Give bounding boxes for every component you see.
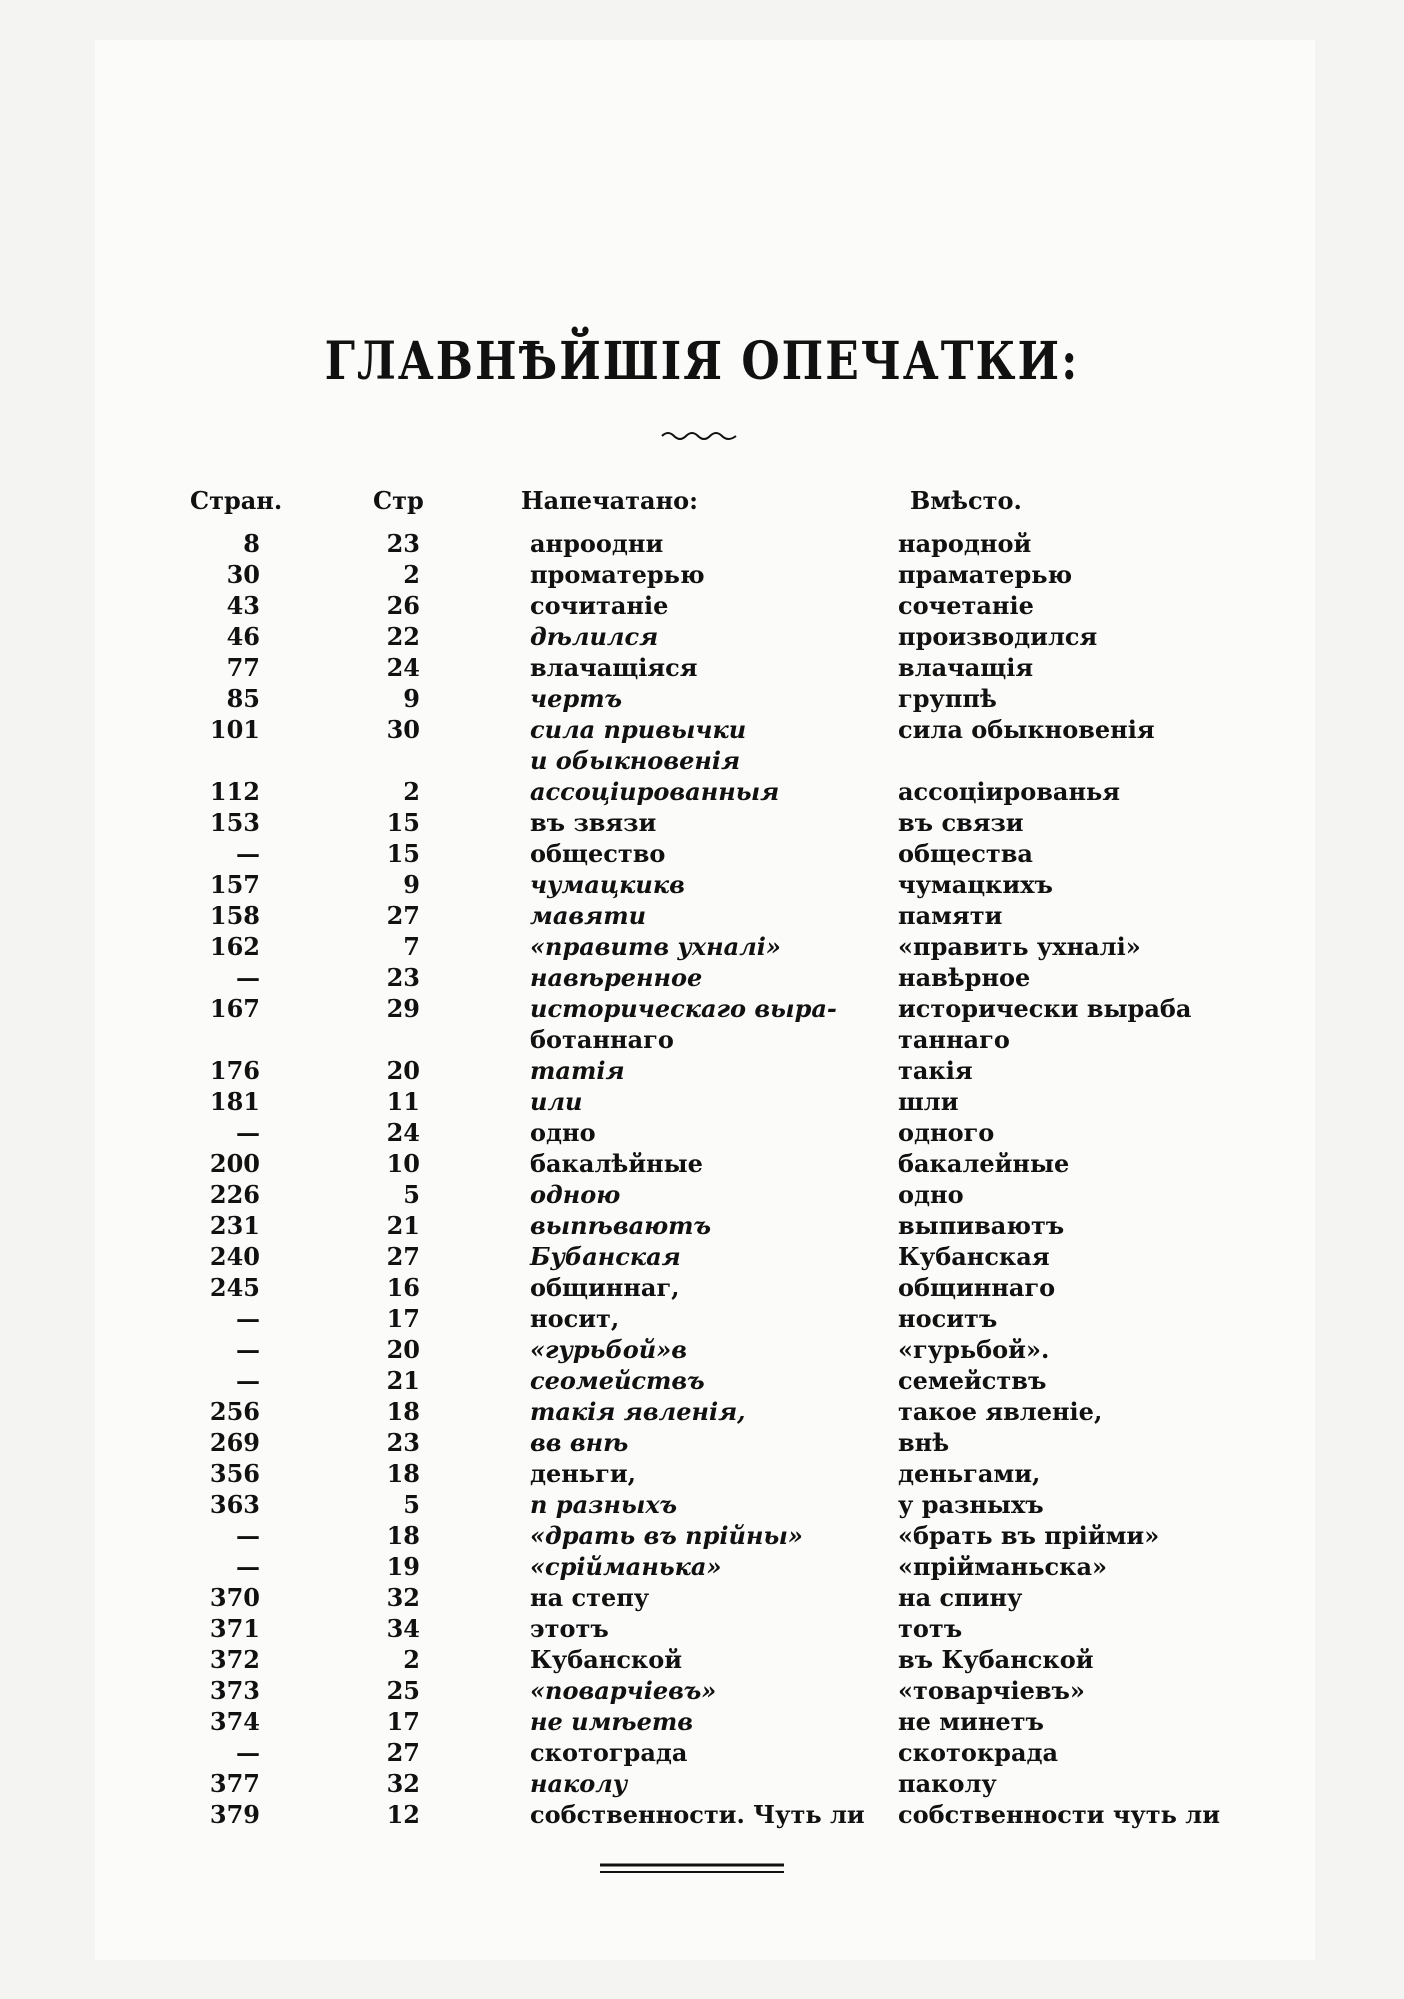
page-title: ГЛАВНѢЙШІЯ ОПЕЧАТКИ:: [324, 330, 1080, 393]
row-correct-text: у разныхъ: [898, 1490, 1044, 1519]
row-printed-text: скотограда: [530, 1738, 688, 1767]
row-correct-text: производился: [898, 622, 1098, 651]
row-page-number: 356: [209, 1459, 260, 1488]
title-ornament: [660, 428, 740, 442]
row-line-number: 25: [386, 1676, 420, 1705]
row-correct-text: исторически выраба: [898, 994, 1192, 1023]
row-printed-text: или: [530, 1087, 583, 1116]
row-printed-text: на степу: [530, 1583, 650, 1612]
row-correct-text: одного: [898, 1118, 995, 1147]
row-line-number: 9: [403, 684, 420, 713]
table-row: [0, 745, 1404, 776]
row-printed-text: влачащіяся: [530, 653, 698, 682]
table-row: [0, 1427, 1404, 1458]
row-line-number: 15: [386, 808, 420, 837]
row-page-number: 374: [209, 1707, 260, 1736]
table-row: [0, 1086, 1404, 1117]
row-printed-text: деньги,: [530, 1459, 636, 1488]
table-row: [0, 590, 1404, 621]
row-correct-text: памяти: [898, 901, 1003, 930]
row-page-number: 77: [226, 653, 260, 682]
row-correct-text: таннаго: [898, 1025, 1010, 1054]
row-printed-text: наколу: [530, 1769, 628, 1798]
table-row: [0, 1117, 1404, 1148]
row-line-number: 34: [386, 1614, 420, 1643]
table-row: [0, 1148, 1404, 1179]
row-correct-text: не минетъ: [898, 1707, 1044, 1736]
row-correct-text: одно: [898, 1180, 964, 1209]
row-line-number: 9: [403, 870, 420, 899]
table-row: [0, 1055, 1404, 1086]
table-row: [0, 1458, 1404, 1489]
header-page: Стран.: [190, 486, 283, 515]
table-row: [0, 1644, 1404, 1675]
row-page-number: 30: [226, 560, 260, 589]
table-row: [0, 1613, 1404, 1644]
row-correct-text: деньгами,: [898, 1459, 1041, 1488]
row-correct-text: «прійманьска»: [898, 1552, 1108, 1581]
row-page-number: 167: [209, 994, 260, 1023]
row-page-number: —: [236, 1335, 260, 1364]
row-page-number: 371: [209, 1614, 260, 1643]
row-page-number: 373: [209, 1676, 260, 1705]
row-correct-text: семействъ: [898, 1366, 1047, 1395]
row-printed-text: мавяти: [530, 901, 647, 930]
table-row: [0, 1706, 1404, 1737]
row-page-number: —: [236, 1304, 260, 1333]
row-printed-text: и обыкновенія: [530, 746, 741, 775]
table-row: [0, 559, 1404, 590]
row-correct-text: ассоціированья: [898, 777, 1121, 806]
row-line-number: 21: [386, 1366, 420, 1395]
row-line-number: 11: [386, 1087, 420, 1116]
row-line-number: 16: [386, 1273, 420, 1302]
row-page-number: 370: [209, 1583, 260, 1612]
row-page-number: 85: [226, 684, 260, 713]
row-printed-text: бакалѣйные: [530, 1149, 703, 1178]
row-page-number: 176: [209, 1056, 260, 1085]
row-correct-text: внѣ: [898, 1428, 950, 1457]
row-correct-text: общества: [898, 839, 1033, 868]
row-page-number: 256: [209, 1397, 260, 1426]
row-page-number: 200: [209, 1149, 260, 1178]
table-row: [0, 962, 1404, 993]
row-printed-text: дѣлился: [530, 622, 659, 651]
row-correct-text: на спину: [898, 1583, 1023, 1612]
row-line-number: 17: [386, 1707, 420, 1736]
table-row: [0, 1582, 1404, 1613]
row-correct-text: чумацкихъ: [898, 870, 1053, 899]
row-printed-text: сила привычки: [530, 715, 747, 744]
table-row: [0, 1210, 1404, 1241]
row-printed-text: «драть въ прійны»: [530, 1521, 803, 1550]
row-printed-text: «гурьбой»в: [530, 1335, 688, 1364]
row-correct-text: собственности чуть ли: [898, 1800, 1221, 1829]
row-line-number: 12: [386, 1800, 420, 1829]
table-row: [0, 1241, 1404, 1272]
table-row: [0, 1489, 1404, 1520]
row-line-number: 24: [386, 653, 420, 682]
row-printed-text: общество: [530, 839, 666, 868]
row-correct-text: влачащія: [898, 653, 1034, 682]
row-printed-text: такія явленія,: [530, 1397, 746, 1426]
table-row: [0, 1024, 1404, 1055]
table-row: [0, 621, 1404, 652]
row-page-number: 372: [209, 1645, 260, 1674]
table-row: [0, 683, 1404, 714]
row-correct-text: «гурьбой».: [898, 1335, 1050, 1364]
row-page-number: 245: [209, 1273, 260, 1302]
row-printed-text: общиннаг,: [530, 1273, 680, 1302]
row-printed-text: чертъ: [530, 684, 623, 713]
row-page-number: —: [236, 1552, 260, 1581]
row-page-number: —: [236, 1366, 260, 1395]
row-line-number: 27: [386, 901, 420, 930]
row-line-number: 7: [403, 932, 420, 961]
table-row: [0, 1520, 1404, 1551]
row-line-number: 26: [386, 591, 420, 620]
row-correct-text: паколу: [898, 1769, 997, 1798]
row-line-number: 20: [386, 1335, 420, 1364]
row-page-number: —: [236, 839, 260, 868]
table-row: [0, 714, 1404, 745]
row-page-number: 269: [209, 1428, 260, 1457]
row-line-number: 5: [403, 1180, 420, 1209]
row-line-number: 19: [386, 1552, 420, 1581]
errata-table: [0, 528, 1404, 1830]
row-printed-text: въ звязи: [530, 808, 657, 837]
row-page-number: 46: [226, 622, 260, 651]
row-line-number: 27: [386, 1738, 420, 1767]
row-line-number: 23: [386, 529, 420, 558]
row-printed-text: проматерью: [530, 560, 705, 589]
row-line-number: 21: [386, 1211, 420, 1240]
row-line-number: 15: [386, 839, 420, 868]
row-correct-text: бакалейные: [898, 1149, 1070, 1178]
table-row: [0, 807, 1404, 838]
table-row: [0, 900, 1404, 931]
row-page-number: 8: [243, 529, 260, 558]
row-printed-text: «правитв ухналі»: [530, 932, 781, 961]
row-page-number: 158: [209, 901, 260, 930]
row-printed-text: сеомействъ: [530, 1366, 705, 1395]
row-correct-text: шли: [898, 1087, 959, 1116]
table-row: [0, 1334, 1404, 1365]
row-printed-text: Бубанская: [530, 1242, 681, 1271]
table-row: [0, 776, 1404, 807]
row-page-number: —: [236, 1521, 260, 1550]
table-row: [0, 1272, 1404, 1303]
row-line-number: 18: [386, 1459, 420, 1488]
table-row: [0, 838, 1404, 869]
row-line-number: 22: [386, 622, 420, 651]
row-printed-text: вв внѣ: [530, 1428, 629, 1457]
table-row: [0, 1551, 1404, 1582]
row-correct-text: «брать въ прійми»: [898, 1521, 1160, 1550]
row-page-number: 153: [209, 808, 260, 837]
row-printed-text: одною: [530, 1180, 621, 1209]
row-printed-text: сочитаніе: [530, 591, 669, 620]
row-line-number: 32: [386, 1769, 420, 1798]
row-line-number: 20: [386, 1056, 420, 1085]
row-correct-text: въ Кубанской: [898, 1645, 1094, 1674]
row-correct-text: такія: [898, 1056, 973, 1085]
row-line-number: 17: [386, 1304, 420, 1333]
row-page-number: 240: [209, 1242, 260, 1271]
row-page-number: 379: [209, 1800, 260, 1829]
table-row: [0, 1179, 1404, 1210]
row-correct-text: сочетаніе: [898, 591, 1034, 620]
row-line-number: 29: [386, 994, 420, 1023]
row-page-number: 363: [209, 1490, 260, 1519]
row-page-number: 162: [209, 932, 260, 961]
row-correct-text: носитъ: [898, 1304, 998, 1333]
row-line-number: 5: [403, 1490, 420, 1519]
table-row: [0, 1675, 1404, 1706]
row-line-number: 18: [386, 1521, 420, 1550]
table-row: [0, 1303, 1404, 1334]
row-line-number: 2: [403, 1645, 420, 1674]
row-page-number: 43: [226, 591, 260, 620]
row-printed-text: Кубанской: [530, 1645, 683, 1674]
row-printed-text: собственности. Чуть ли: [530, 1800, 865, 1829]
row-line-number: 2: [403, 560, 420, 589]
row-printed-text: анроодни: [530, 529, 664, 558]
table-row: [0, 869, 1404, 900]
row-correct-text: «товарчіевъ»: [898, 1676, 1085, 1705]
row-line-number: 24: [386, 1118, 420, 1147]
row-page-number: 226: [209, 1180, 260, 1209]
table-row: [0, 1396, 1404, 1427]
row-page-number: 157: [209, 870, 260, 899]
bottom-double-rule: [600, 1862, 784, 1876]
row-line-number: 30: [386, 715, 420, 744]
table-row: [0, 1737, 1404, 1768]
row-correct-text: народной: [898, 529, 1032, 558]
row-correct-text: общиннаго: [898, 1273, 1056, 1302]
table-row: [0, 528, 1404, 559]
row-printed-text: выпѣваютъ: [530, 1211, 712, 1240]
row-printed-text: «поварчіевъ»: [530, 1676, 717, 1705]
row-printed-text: не имѣетв: [530, 1707, 694, 1736]
row-printed-text: ассоціированныя: [530, 777, 780, 806]
row-printed-text: историческаго выра-: [530, 994, 837, 1023]
row-printed-text: этотъ: [530, 1614, 609, 1643]
row-correct-text: группѣ: [898, 684, 997, 713]
row-line-number: 27: [386, 1242, 420, 1271]
row-page-number: 377: [209, 1769, 260, 1798]
row-correct-text: «править ухналі»: [898, 932, 1141, 961]
row-correct-text: праматерью: [898, 560, 1073, 589]
row-printed-text: ботаннаго: [530, 1025, 674, 1054]
row-printed-text: одно: [530, 1118, 596, 1147]
row-line-number: 10: [386, 1149, 420, 1178]
table-row: [0, 1799, 1404, 1830]
header-instead: Вмѣсто.: [910, 486, 1022, 515]
row-printed-text: «срійманька»: [530, 1552, 722, 1581]
row-printed-text: татія: [530, 1056, 625, 1085]
row-line-number: 23: [386, 1428, 420, 1457]
row-line-number: 18: [386, 1397, 420, 1426]
table-row: [0, 1365, 1404, 1396]
table-row: [0, 652, 1404, 683]
row-printed-text: навѣренное: [530, 963, 703, 992]
row-page-number: 101: [209, 715, 260, 744]
row-page-number: 112: [209, 777, 260, 806]
row-correct-text: сила обыкновенія: [898, 715, 1155, 744]
row-correct-text: навѣрное: [898, 963, 1031, 992]
row-printed-text: чумацкикв: [530, 870, 685, 899]
row-page-number: —: [236, 963, 260, 992]
row-line-number: 32: [386, 1583, 420, 1612]
table-row: [0, 1768, 1404, 1799]
table-row: [0, 931, 1404, 962]
row-page-number: 181: [209, 1087, 260, 1116]
row-page-number: —: [236, 1118, 260, 1147]
row-page-number: 231: [209, 1211, 260, 1240]
row-line-number: 2: [403, 777, 420, 806]
table-row: [0, 993, 1404, 1024]
row-page-number: —: [236, 1738, 260, 1767]
row-correct-text: скотокрада: [898, 1738, 1059, 1767]
row-correct-text: Кубанская: [898, 1242, 1050, 1271]
row-printed-text: носит,: [530, 1304, 620, 1333]
row-correct-text: тотъ: [898, 1614, 963, 1643]
row-printed-text: п разныхъ: [530, 1490, 678, 1519]
row-correct-text: такое явленіе,: [898, 1397, 1103, 1426]
header-printed: Напечатано:: [521, 486, 699, 515]
row-correct-text: выпиваютъ: [898, 1211, 1065, 1240]
row-line-number: 23: [386, 963, 420, 992]
row-correct-text: въ связи: [898, 808, 1024, 837]
header-line: Стр: [373, 486, 424, 515]
